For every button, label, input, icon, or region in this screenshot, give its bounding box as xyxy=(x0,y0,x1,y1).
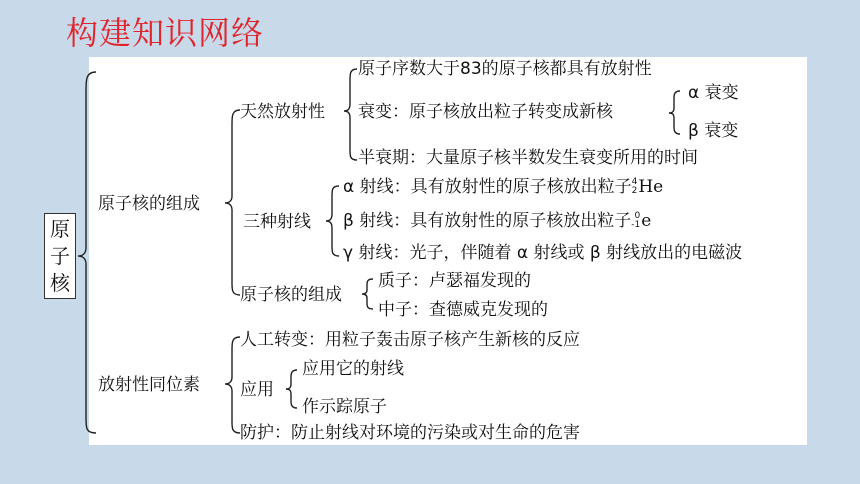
brace-nucleus xyxy=(362,279,373,309)
leaf-neutron: 中子：查德威克发现的 xyxy=(378,300,548,320)
leaf-beta-decay: β 衰变 xyxy=(688,121,739,141)
brace-isotope xyxy=(225,337,240,433)
node-nucleus-composition: 原子核的组成 xyxy=(240,285,342,305)
leaf-half-life: 半衰期：大量原子核半数发生衰变所用的时间 xyxy=(358,148,698,168)
node-composition: 原子核的组成 xyxy=(98,194,200,214)
leaf-protection: 防护：防止射线对环境的污染或对生命的危害 xyxy=(240,423,580,443)
brace-application xyxy=(286,370,297,408)
page-title: 构建知识网络 xyxy=(66,14,265,52)
node-natural-radioactivity: 天然放射性 xyxy=(240,102,325,122)
alpha-nuclide-indices: 4 2 xyxy=(631,177,638,196)
leaf-gamma-ray: γ 射线：光子，伴随着 α 射线或 β 射线放出的电磁波 xyxy=(343,243,743,263)
leaf-use-rays: 应用它的射线 xyxy=(302,359,404,379)
brace-decay xyxy=(669,91,680,134)
leaf-beta-ray: β 射线：具有放射性的原子核放出粒子 0 -1 e xyxy=(343,211,652,231)
leaf-decay: 衰变：原子核放出粒子转变成新核 xyxy=(358,102,613,122)
brace-rays xyxy=(326,186,339,256)
node-isotope: 放射性同位素 xyxy=(98,375,200,395)
leaf-z-over-83: 原子序数大于83的原子核都具有放射性 xyxy=(358,59,652,79)
leaf-tracer-atoms: 作示踪原子 xyxy=(302,397,387,417)
leaf-alpha-ray: α 射线：具有放射性的原子核放出粒子 4 2 He xyxy=(343,177,664,197)
brace-natural xyxy=(344,69,357,160)
beta-particle-indices: 0 -1 xyxy=(631,211,641,230)
brace-composition xyxy=(225,110,240,295)
leaf-artificial-transmutation: 人工转变：用粒子轰击原子核产生新核的反应 xyxy=(240,330,580,350)
brace-root xyxy=(78,72,96,433)
node-application: 应用 xyxy=(240,380,274,400)
leaf-alpha-decay: α 衰变 xyxy=(688,83,739,103)
node-three-rays: 三种射线 xyxy=(243,212,311,232)
root-node-nucleus: 原 子 核 xyxy=(44,213,76,299)
leaf-proton: 质子：卢瑟福发现的 xyxy=(378,271,531,291)
